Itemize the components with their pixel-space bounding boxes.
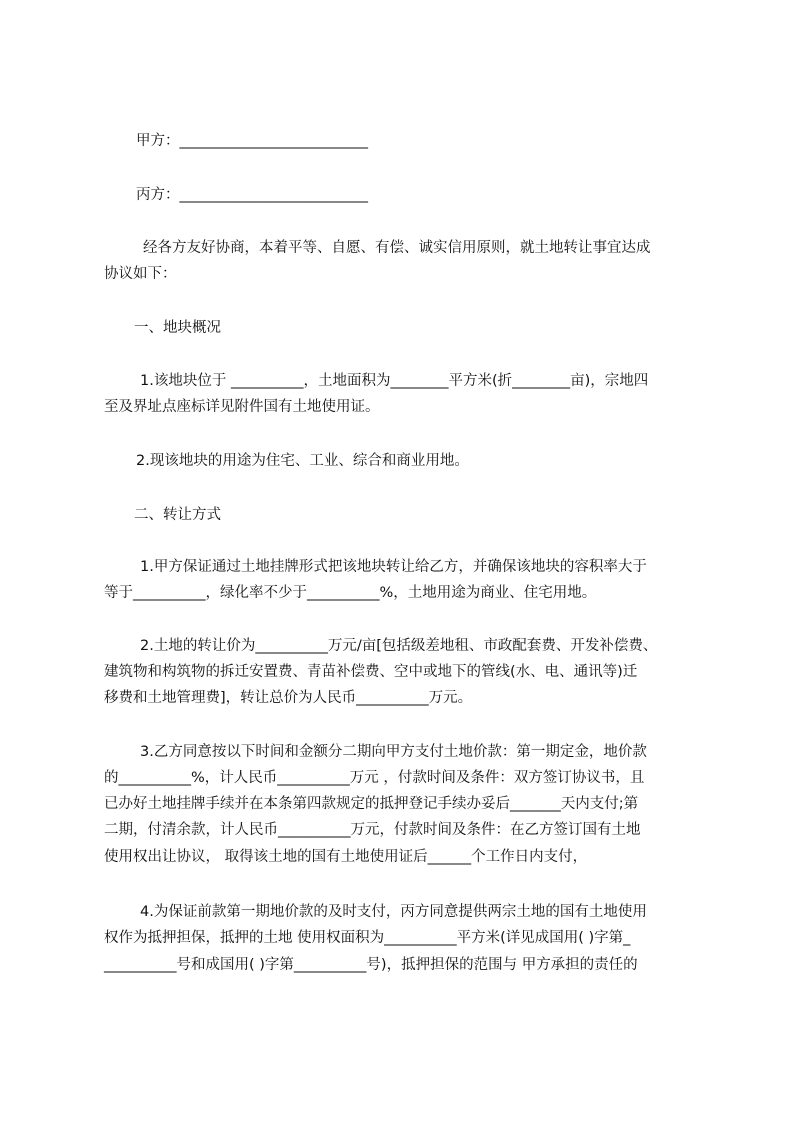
section1-item2: 2.现该地块的用途为住宅、工业、综合和商业用地。 xyxy=(136,453,469,469)
section1-item1-line-1: 1.该地块位于 __________，土地面积为________平方米(折________亩)，宗地四 xyxy=(140,373,649,389)
section2-item3-line-5: 使用权出让协议， 取得该土地的国有土地使用证后______个工作日内支付， xyxy=(104,849,588,865)
section2-item2-line-3: 移费和土地管理费]，转让总价为人民币__________万元。 xyxy=(104,690,473,706)
section2-item4-line-3: __________号和成国用( )字第__________号)，抵押担保的范围与 甲方承担的责任的 xyxy=(104,957,638,973)
section2-item4-line-2: 权作为抵押担保，抵押的土地 使用权面积为__________平方米(详见成国用( )字第_ xyxy=(104,930,631,946)
intro-line-1: 经各方友好协商，本着平等、自愿、有偿、诚实信用原则，就土地转让事宜达成 xyxy=(143,240,651,256)
section2-item3-line-3: 已办好土地挂牌手续并在本条第四款规定的抵押登记手续办妥后_______天内支付;第 xyxy=(104,796,639,812)
section2-item2-line-1: 2.土地的转让价为__________万元/亩[包括级差地租、市政配套费、开发补偿费、 xyxy=(140,638,658,654)
party-a-line: 甲方：__________________________ xyxy=(136,133,368,149)
section2-item3-line-4: 二期，付清余款，计人民币__________万元，付款时间及条件：在乙方签订国有土地 xyxy=(104,822,641,838)
section2-item3-line-2: 的__________%，计人民币__________万元 ，付款时间及条件：双方签订协议书，且 xyxy=(104,770,645,786)
section2-item2-line-2: 建筑物和构筑物的拆迁安置费、青苗补偿费、空中或地下的管线(水、电、通讯等)迁 xyxy=(104,664,638,680)
section2-item1-line-2: 等于__________，绿化率不少于__________%，土地用途为商业、住宅用地。 xyxy=(104,585,597,601)
section2-item4-line-1: 4.为保证前款第一期地价款的及时支付，丙方同意提供两宗土地的国有土地使用 xyxy=(140,904,647,920)
section2-heading: 二、转让方式 xyxy=(134,507,221,523)
section1-heading: 一、地块概况 xyxy=(134,320,221,336)
section1-item1-line-2: 至及界址点座标详见附件国有土地使用证。 xyxy=(104,399,380,415)
section2-item3-line-1: 3.乙方同意按以下时间和金额分二期向甲方支付土地价款：第一期定金，地价款 xyxy=(140,744,647,760)
section2-item1-line-1: 1.甲方保证通过土地挂牌形式把该地块转让给乙方，并确保该地块的容积率大于 xyxy=(140,559,647,575)
party-c-line: 丙方：__________________________ xyxy=(136,187,368,203)
intro-line-2: 协议如下： xyxy=(104,266,177,282)
